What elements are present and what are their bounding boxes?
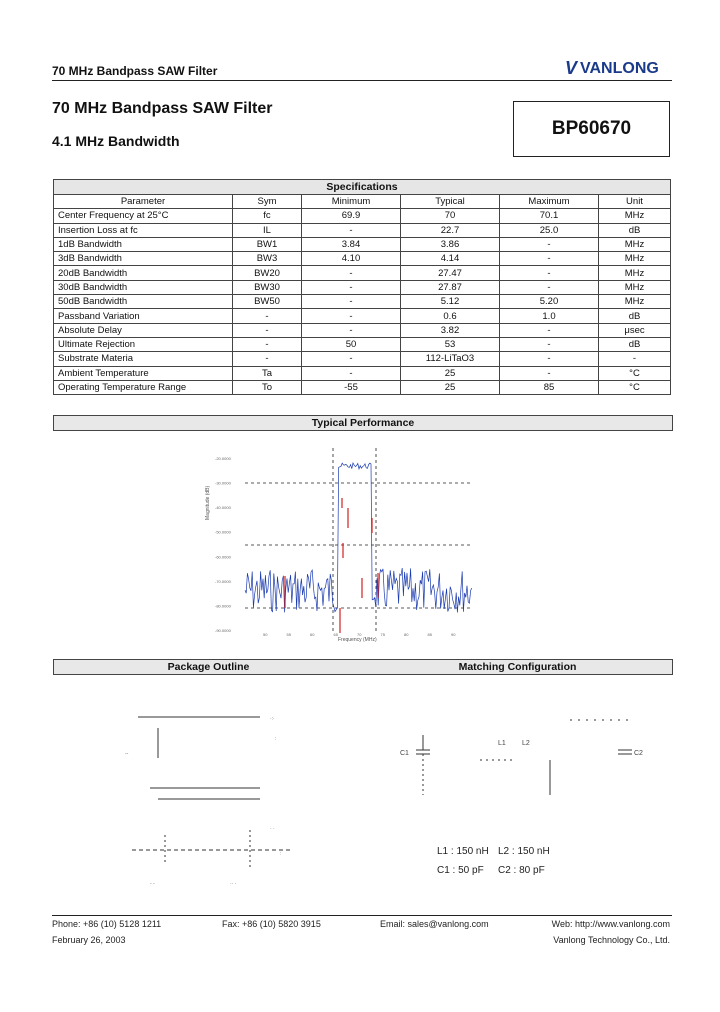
table-cell: 3.82 (401, 323, 500, 337)
x-tick-label: 90 (451, 632, 456, 637)
table-row (54, 309, 671, 323)
footer-divider (52, 915, 672, 916)
col-header: Unit (599, 195, 671, 209)
svg-text:- -: - - (150, 881, 155, 887)
col-header: Parameter (54, 195, 233, 209)
table-cell: - (599, 352, 671, 366)
l2-label: L2 (522, 740, 530, 747)
typical-performance-heading: Typical Performance (53, 415, 673, 431)
table-cell: 25.0 (500, 223, 599, 237)
svg-text:· ·: · · (270, 826, 275, 832)
table-cell: Passband Variation (54, 309, 233, 323)
table-cell: Substrate Materia (54, 352, 233, 366)
matching-circuit-drawing (390, 705, 650, 805)
table-row (54, 337, 671, 351)
logo-text: VANLONG (580, 59, 659, 77)
y-tick-label: -80.0000 (215, 603, 231, 609)
table-cell: - (233, 337, 302, 351)
table-cell: 5.12 (401, 295, 500, 309)
table-row (54, 352, 671, 366)
footer-phone: Phone: +86 (10) 5128 1211 (52, 919, 162, 929)
table-row (54, 223, 671, 237)
matching-configuration-heading: Matching Configuration (458, 661, 577, 673)
table-cell: - (500, 352, 599, 366)
table-cell: 50dB Bandwidth (54, 295, 233, 309)
table-cell: Ambient Temperature (54, 366, 233, 380)
table-cell: 4.10 (302, 252, 401, 266)
table-cell: Ultimate Rejection (54, 337, 233, 351)
header-doc-title: 70 MHz Bandpass SAW Filter (52, 64, 218, 78)
response-trace (245, 463, 472, 613)
component-l2: L2 : 150 nH (498, 846, 550, 857)
table-cell: Insertion Loss at fc (54, 223, 233, 237)
table-cell: 0.6 (401, 309, 500, 323)
package-outline-heading: Package Outline (167, 661, 250, 673)
table-cell: IL (233, 223, 302, 237)
table-cell: MHz (599, 237, 671, 251)
component-l1: L1 : 150 nH (437, 846, 489, 857)
company-logo (565, 58, 659, 79)
x-tick-label: 55 (286, 632, 291, 637)
table-cell: dB (599, 337, 671, 351)
part-number-box (513, 101, 670, 157)
performance-plot (200, 448, 490, 648)
footer-email[interactable]: Email: sales@vanlong.com (380, 919, 489, 929)
table-row (54, 380, 671, 394)
table-row (54, 366, 671, 380)
table-cell: 5.20 (500, 295, 599, 309)
part-number: BP60670 (551, 118, 632, 139)
table-row (54, 252, 671, 266)
table-cell: 70 (401, 209, 500, 223)
y-tick-label: -40.0000 (215, 505, 231, 511)
y-tick-label: -70.0000 (215, 578, 231, 584)
table-cell: 4.14 (401, 252, 500, 266)
table-cell: Absolute Delay (54, 323, 233, 337)
table-cell: - (302, 352, 401, 366)
y-tick-label: -50.0000 (215, 529, 231, 535)
table-cell: BW30 (233, 280, 302, 294)
table-cell: MHz (599, 209, 671, 223)
table-cell: - (500, 252, 599, 266)
col-header: Maximum (500, 195, 599, 209)
y-tick-label: -60.0000 (215, 554, 231, 560)
table-row (54, 280, 671, 294)
svg-text::: : (280, 851, 282, 857)
x-tick-label: 50 (263, 632, 268, 637)
component-c1: C1 : 50 pF (437, 865, 484, 876)
table-row (54, 295, 671, 309)
table-cell: - (302, 280, 401, 294)
table-cell: - (500, 266, 599, 280)
table-cell: - (500, 280, 599, 294)
table-cell: 3dB Bandwidth (54, 252, 233, 266)
y-tick-label: -20.0000 (215, 456, 231, 461)
table-cell: 3.84 (302, 237, 401, 251)
table-cell: - (233, 309, 302, 323)
table-cell: - (302, 366, 401, 380)
x-tick-label: 60 (310, 632, 315, 637)
y-axis-label: Magnitude (dB) (205, 485, 211, 520)
table-header-row (54, 195, 671, 209)
table-cell: BW20 (233, 266, 302, 280)
c2-label: C2 (634, 750, 643, 757)
table-cell: - (500, 237, 599, 251)
table-row (54, 266, 671, 280)
table-cell: BW1 (233, 237, 302, 251)
table-cell: °C (599, 366, 671, 380)
svg-text:·· ·: ·· · (230, 881, 237, 887)
specifications-table (53, 179, 671, 395)
col-header: Minimum (302, 195, 401, 209)
header-divider (52, 80, 672, 81)
table-cell: - (302, 323, 401, 337)
table-cell: 69.9 (302, 209, 401, 223)
page-title: 70 MHz Bandpass SAW Filter (52, 100, 273, 117)
table-cell: 25 (401, 380, 500, 394)
table-cell: 22.7 (401, 223, 500, 237)
table-cell: μsec (599, 323, 671, 337)
table-cell: Operating Temperature Range (54, 380, 233, 394)
table-cell: dB (599, 309, 671, 323)
x-axis-label: Frequency (MHz) (338, 637, 377, 643)
package-outline-drawing (110, 680, 310, 895)
table-cell: - (302, 295, 401, 309)
l1-label: L1 (498, 740, 506, 747)
table-cell: - (500, 323, 599, 337)
table-cell: 50 (302, 337, 401, 351)
footer-company: Vanlong Technology Co., Ltd. (553, 935, 670, 945)
x-tick-label: 85 (427, 632, 432, 637)
table-cell: Center Frequency at 25°C (54, 209, 233, 223)
footer-web[interactable]: Web: http://www.vanlong.com (551, 919, 670, 929)
table-cell: 70.1 (500, 209, 599, 223)
table-cell: 3.86 (401, 237, 500, 251)
table-row (54, 237, 671, 251)
table-cell: 1.0 (500, 309, 599, 323)
table-row (54, 209, 671, 223)
table-cell: fc (233, 209, 302, 223)
table-cell: MHz (599, 295, 671, 309)
table-cell: 27.47 (401, 266, 500, 280)
table-row (54, 323, 671, 337)
table-cell: MHz (599, 280, 671, 294)
footer-fax: Fax: +86 (10) 5820 3915 (222, 919, 321, 929)
table-cell: 1dB Bandwidth (54, 237, 233, 251)
y-tick-label: -30.0000 (215, 480, 231, 486)
package-matching-heading (53, 659, 673, 675)
table-cell: - (233, 323, 302, 337)
table-cell: BW50 (233, 295, 302, 309)
component-c2: C2 : 80 pF (498, 865, 545, 876)
table-cell: 53 (401, 337, 500, 351)
table-cell: -55 (302, 380, 401, 394)
table-cell: Ta (233, 366, 302, 380)
table-cell: °C (599, 380, 671, 394)
table-cell: 20dB Bandwidth (54, 266, 233, 280)
table-cell: To (233, 380, 302, 394)
table-cell: dB (599, 223, 671, 237)
x-tick-label: 75 (380, 632, 385, 637)
table-cell: 27.87 (401, 280, 500, 294)
table-cell: - (500, 337, 599, 351)
svg-text:·:·: ·:· (270, 716, 275, 722)
y-tick-label: -90.0000 (215, 628, 231, 633)
svg-text:--: -- (125, 751, 129, 757)
svg-text::: : (275, 736, 277, 742)
table-cell: MHz (599, 266, 671, 280)
col-header: Typical (401, 195, 500, 209)
table-cell: BW3 (233, 252, 302, 266)
table-cell: - (233, 352, 302, 366)
page-subtitle: 4.1 MHz Bandwidth (52, 133, 180, 149)
table-cell: 30dB Bandwidth (54, 280, 233, 294)
specifications-caption: Specifications (54, 180, 671, 195)
table-cell: - (302, 266, 401, 280)
table-cell: MHz (599, 252, 671, 266)
table-cell: 85 (500, 380, 599, 394)
footer-date: February 26, 2003 (52, 935, 126, 945)
x-tick-label: 80 (404, 632, 409, 637)
table-cell: 25 (401, 366, 500, 380)
vanlong-logo-icon: V (565, 58, 578, 78)
table-cell: - (302, 309, 401, 323)
table-cell: 112-LiTaO3 (401, 352, 500, 366)
c1-label: C1 (400, 750, 409, 757)
table-cell: - (302, 223, 401, 237)
table-cell: - (500, 366, 599, 380)
col-header: Sym (233, 195, 302, 209)
x-tick-label: 65 (333, 632, 338, 637)
x-tick-label: 70 (357, 632, 362, 637)
